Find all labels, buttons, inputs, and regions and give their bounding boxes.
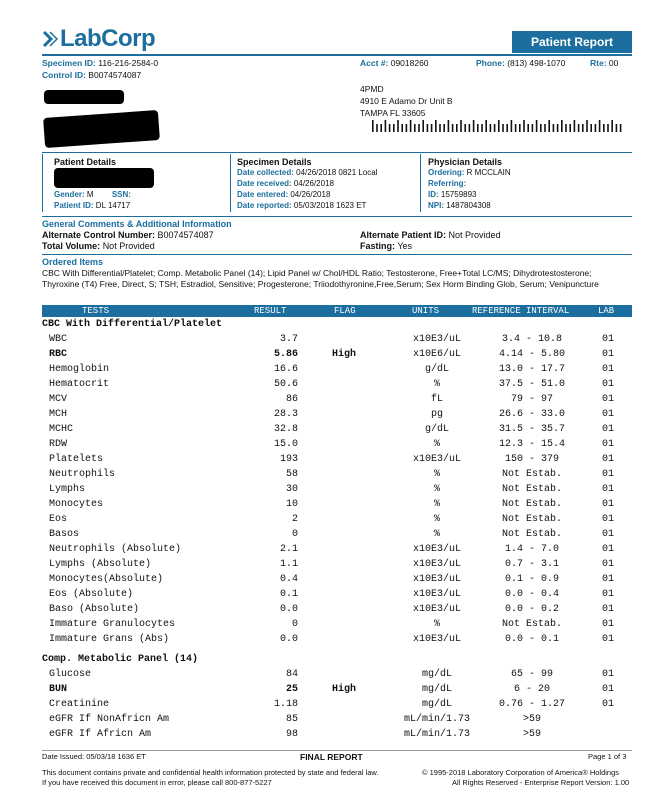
route: Rte: 00 <box>590 58 619 68</box>
test-result: 58 <box>285 469 298 480</box>
test-name: BUN <box>49 684 68 695</box>
table-row <box>42 439 632 453</box>
acct-number: Acct #: 09018260 <box>360 58 429 68</box>
test-lab: 01 <box>602 439 615 450</box>
test-name: MCV <box>49 394 68 405</box>
physician-detail-label: Referring: <box>428 179 467 188</box>
test-name: RBC <box>49 349 68 360</box>
specimen-detail-label: Date reported: <box>237 201 292 210</box>
physician-detail-value: R MCCLAIN <box>464 168 511 177</box>
error-notice: If you have received this document in error, please call 800-877-5227 <box>42 778 272 787</box>
test-result: 25 <box>285 684 298 695</box>
table-row <box>42 529 632 543</box>
test-reference: 150 - 379 <box>504 454 559 465</box>
table-row <box>42 669 632 683</box>
test-units: g/dL <box>424 424 449 435</box>
test-name: Platelets <box>49 454 104 465</box>
test-reference: Not Estab. <box>501 619 562 630</box>
physician-divider <box>420 154 421 212</box>
results-table-header <box>42 305 632 317</box>
address-line-3: TAMPA FL 33605 <box>360 108 426 118</box>
test-result: 1.1 <box>279 559 298 570</box>
comments-rule <box>42 216 632 217</box>
ordered-items-title: Ordered Items <box>42 257 104 267</box>
specimen-detail-row <box>237 201 366 210</box>
test-reference: 3.4 - 10.8 <box>501 334 562 345</box>
test-units: x10E3/uL <box>412 454 461 465</box>
test-result: 10 <box>285 499 298 510</box>
test-units: mL/min/1.73 <box>403 729 470 740</box>
table-row <box>42 589 632 603</box>
test-result: 193 <box>279 454 298 465</box>
specimen-detail-value: 04/26/2018 0821 Local <box>293 168 378 177</box>
test-name: Neutrophils <box>49 469 116 480</box>
alt-control-number: Alternate Control Number: B0074574087 <box>42 230 214 240</box>
test-reference: 0.0 - 0.4 <box>504 589 559 600</box>
table-row <box>42 574 632 588</box>
test-units: x10E6/uL <box>412 349 461 360</box>
specimen-id: Specimen ID: 116-216-2584-0 <box>42 58 159 68</box>
physician-detail-value: 15759893 <box>438 190 477 199</box>
test-reference: 1.4 - 7.0 <box>504 544 559 555</box>
table-row <box>42 454 632 468</box>
table-row <box>42 334 632 348</box>
test-units: pg <box>430 409 443 420</box>
test-lab: 01 <box>602 379 615 390</box>
table-row <box>42 684 632 698</box>
specimen-detail-row <box>237 179 334 188</box>
page-number: Page 1 of 3 <box>588 752 627 761</box>
test-lab: 01 <box>602 589 615 600</box>
table-row <box>42 514 632 528</box>
test-lab: 01 <box>602 394 615 405</box>
test-lab: 01 <box>602 544 615 555</box>
patient-details-title: Patient Details <box>54 157 117 167</box>
table-row <box>42 349 632 363</box>
copyright-line-1: © 1995-2018 Laboratory Corporation of America® Holdings <box>422 768 619 777</box>
test-reference: Not Estab. <box>501 514 562 525</box>
col-reference: REFERENCE INTERVAL <box>472 306 570 316</box>
test-result: 2.1 <box>279 544 298 555</box>
address-line-2: 4910 E Adamo Dr Unit B <box>360 96 453 106</box>
test-group-title: Comp. Metabolic Panel (14) <box>42 654 199 665</box>
test-lab: 01 <box>602 514 615 525</box>
test-lab: 01 <box>602 559 615 570</box>
test-name: Immature Granulocytes <box>49 619 176 630</box>
test-name: Hemoglobin <box>49 364 110 375</box>
test-reference: 0.7 - 3.1 <box>504 559 559 570</box>
fasting: Fasting: Yes <box>360 241 413 251</box>
test-reference: 65 - 99 <box>510 669 553 680</box>
test-result: 0.1 <box>279 589 298 600</box>
test-name: Monocytes <box>49 499 104 510</box>
table-row <box>42 379 632 393</box>
physician-detail-label: ID: <box>428 190 439 199</box>
test-result: 86 <box>285 394 298 405</box>
test-reference: 0.0 - 0.2 <box>504 604 559 615</box>
final-report: FINAL REPORT <box>300 752 363 762</box>
test-name: Eos (Absolute) <box>49 589 134 600</box>
physician-detail-row <box>428 179 466 188</box>
test-reference: Not Estab. <box>501 469 562 480</box>
test-units: % <box>433 499 440 510</box>
test-units: x10E3/uL <box>412 559 461 570</box>
test-result: 15.0 <box>273 439 298 450</box>
header-rule <box>42 54 632 56</box>
test-lab: 01 <box>602 619 615 630</box>
ordered-items-text: CBC With Differential/Platelet; Comp. Metabolic Panel (14); Lipid Panel w/ Chol/HDL Ratio; Testosterone, Free+Total LC/MS; Dihydrotestosterone; Thyroxine (T4) Free, Direct, S; TSH; Estradiol, Sensitive; Progesterone; Triiodothyronine,Free,Serum; Sex Horm Binding Glob, Serum; Venipuncture <box>42 268 599 290</box>
test-result: 0.4 <box>279 574 298 585</box>
table-row <box>42 409 632 423</box>
test-reference: 0.1 - 0.9 <box>504 574 559 585</box>
test-lab: 01 <box>602 604 615 615</box>
date-issued: Date Issued: 05/03/18 1636 ET <box>42 752 146 761</box>
labcorp-logo <box>42 26 155 52</box>
test-units: % <box>433 469 440 480</box>
physician-detail-value: 1487804308 <box>444 201 491 210</box>
test-name: Creatinine <box>49 699 110 710</box>
test-name: Eos <box>49 514 68 525</box>
physician-detail-row <box>428 201 491 210</box>
ordered-rule <box>42 254 632 255</box>
test-lab: 01 <box>602 499 615 510</box>
table-row <box>42 714 632 728</box>
test-name: Monocytes(Absolute) <box>49 574 164 585</box>
test-result: 84 <box>285 669 298 680</box>
postal-barcode-icon <box>372 120 632 132</box>
test-units: fL <box>430 394 443 405</box>
test-lab: 01 <box>602 484 615 495</box>
test-units: % <box>433 514 440 525</box>
test-name: RDW <box>49 439 68 450</box>
test-lab: 01 <box>602 424 615 435</box>
table-row <box>42 559 632 573</box>
test-flag: High <box>332 349 357 360</box>
test-result: 30 <box>285 484 298 495</box>
patient-id: Patient ID: DL 14717 <box>54 201 131 210</box>
test-reference: Not Estab. <box>501 484 562 495</box>
table-row <box>42 619 632 633</box>
test-name: Baso (Absolute) <box>49 604 140 615</box>
test-result: 16.6 <box>273 364 298 375</box>
test-result: 5.86 <box>273 349 298 360</box>
test-units: x10E3/uL <box>412 634 461 645</box>
table-row <box>42 544 632 558</box>
test-name: Immature Grans (Abs) <box>49 634 170 645</box>
test-lab: 01 <box>602 574 615 585</box>
redacted-patient-address <box>43 110 160 148</box>
test-result: 0.0 <box>279 634 298 645</box>
test-units: % <box>433 484 440 495</box>
test-lab: 01 <box>602 364 615 375</box>
test-name: MCHC <box>49 424 74 435</box>
specimen-detail-value: 04/26/2018 <box>288 190 331 199</box>
test-lab: 01 <box>602 334 615 345</box>
test-reference: 13.0 - 17.7 <box>498 364 565 375</box>
control-id: Control ID: B0074574087 <box>42 70 142 80</box>
test-result: 0.0 <box>279 604 298 615</box>
specimen-detail-value: 05/03/2018 1623 ET <box>291 201 367 210</box>
total-volume: Total Volume: Not Provided <box>42 241 155 251</box>
footer-rule <box>42 750 632 751</box>
specimen-detail-row <box>237 190 330 199</box>
test-reference: 6 - 20 <box>513 684 550 695</box>
copyright-line-2: All Rights Reserved - Enterprise Report Version: 1.00 <box>452 778 630 787</box>
table-row <box>42 729 632 743</box>
specimen-detail-value: 04/26/2018 <box>291 179 334 188</box>
test-reference: 0.76 - 1.27 <box>498 699 565 710</box>
table-row <box>42 394 632 408</box>
physician-detail-label: NPI: <box>428 201 444 210</box>
test-units: x10E3/uL <box>412 589 461 600</box>
specimen-divider <box>230 154 231 212</box>
test-lab: 01 <box>602 409 615 420</box>
test-result: 1.18 <box>273 699 298 710</box>
test-units: x10E3/uL <box>412 604 461 615</box>
col-tests: TESTS <box>82 306 110 316</box>
test-result: 0 <box>291 619 298 630</box>
test-reference: >59 <box>522 729 541 740</box>
test-result: 2 <box>291 514 298 525</box>
test-units: mg/dL <box>421 699 452 710</box>
col-flag: FLAG <box>334 306 356 316</box>
test-units: % <box>433 619 440 630</box>
test-name: eGFR If Africn Am <box>49 729 152 740</box>
test-name: Lymphs <box>49 484 86 495</box>
redacted-patient-name <box>44 90 124 104</box>
patient-gender: Gender: M SSN: <box>54 190 131 199</box>
test-result: 98 <box>285 729 298 740</box>
table-row <box>42 634 632 648</box>
test-reference: 26.6 - 33.0 <box>498 409 565 420</box>
test-name: Lymphs (Absolute) <box>49 559 152 570</box>
address-line-1: 4PMD <box>360 84 384 94</box>
test-result: 3.7 <box>279 334 298 345</box>
table-row <box>42 469 632 483</box>
alt-patient-id: Alternate Patient ID: Not Provided <box>360 230 501 240</box>
test-reference: >59 <box>522 714 541 725</box>
table-row <box>42 604 632 618</box>
test-name: Neutrophils (Absolute) <box>49 544 182 555</box>
test-result: 50.6 <box>273 379 298 390</box>
test-result: 85 <box>285 714 298 725</box>
test-reference: 0.0 - 0.1 <box>504 634 559 645</box>
test-name: Hematocrit <box>49 379 110 390</box>
test-lab: 01 <box>602 469 615 480</box>
privacy-notice: This document contains private and confidential health information protected by state and federal law. <box>42 768 379 777</box>
test-reference: 4.14 - 5.80 <box>498 349 565 360</box>
test-reference: Not Estab. <box>501 529 562 540</box>
physician-detail-row <box>428 168 511 177</box>
test-lab: 01 <box>602 634 615 645</box>
test-name: Basos <box>49 529 80 540</box>
specimen-details-title: Specimen Details <box>237 157 312 167</box>
report-banner: Patient Report <box>512 31 632 53</box>
physician-details-title: Physician Details <box>428 157 503 167</box>
test-reference: 37.5 - 51.0 <box>498 379 565 390</box>
col-result: RESULT <box>254 306 287 316</box>
table-row <box>42 484 632 498</box>
phone: Phone: (813) 498-1070 <box>476 58 566 68</box>
test-lab: 01 <box>602 669 615 680</box>
test-units: mg/dL <box>421 669 452 680</box>
test-units: % <box>433 529 440 540</box>
test-lab: 01 <box>602 349 615 360</box>
details-top-rule <box>42 152 632 153</box>
col-units: UNITS <box>412 306 440 316</box>
test-lab: 01 <box>602 684 615 695</box>
test-reference: 31.5 - 35.7 <box>498 424 565 435</box>
test-name: Glucose <box>49 669 92 680</box>
specimen-detail-row <box>237 168 378 177</box>
table-row <box>42 499 632 513</box>
patient-divider <box>42 154 43 212</box>
specimen-detail-label: Date collected: <box>237 168 294 177</box>
test-units: % <box>433 379 440 390</box>
test-result: 28.3 <box>273 409 298 420</box>
test-units: % <box>433 439 440 450</box>
specimen-detail-label: Date received: <box>237 179 292 188</box>
physician-detail-row <box>428 190 477 199</box>
test-lab: 01 <box>602 454 615 465</box>
test-lab: 01 <box>602 529 615 540</box>
physician-detail-label: Ordering: <box>428 168 465 177</box>
test-name: WBC <box>49 334 68 345</box>
col-lab: LAB <box>598 306 615 316</box>
table-row <box>42 699 632 713</box>
test-reference: 79 - 97 <box>510 394 553 405</box>
test-group-title: CBC With Differential/Platelet <box>42 319 223 330</box>
test-reference: Not Estab. <box>501 499 562 510</box>
test-result: 32.8 <box>273 424 298 435</box>
test-lab: 01 <box>602 699 615 710</box>
table-row <box>42 424 632 438</box>
table-row <box>42 364 632 378</box>
test-flag: High <box>332 684 357 695</box>
comments-title: General Comments & Additional Information <box>42 219 232 229</box>
test-units: g/dL <box>424 364 449 375</box>
test-units: mg/dL <box>421 684 452 695</box>
test-result: 0 <box>291 529 298 540</box>
redacted-patient-dob <box>54 168 154 188</box>
specimen-detail-label: Date entered: <box>237 190 289 199</box>
test-units: x10E3/uL <box>412 574 461 585</box>
test-reference: 12.3 - 15.4 <box>498 439 565 450</box>
test-units: x10E3/uL <box>412 544 461 555</box>
test-name: MCH <box>49 409 68 420</box>
labcorp-logo-mark-icon <box>42 30 58 48</box>
logo-text: LabCorp <box>60 25 156 52</box>
test-name: eGFR If NonAfricn Am <box>49 714 170 725</box>
test-units: mL/min/1.73 <box>403 714 470 725</box>
test-units: x10E3/uL <box>412 334 461 345</box>
